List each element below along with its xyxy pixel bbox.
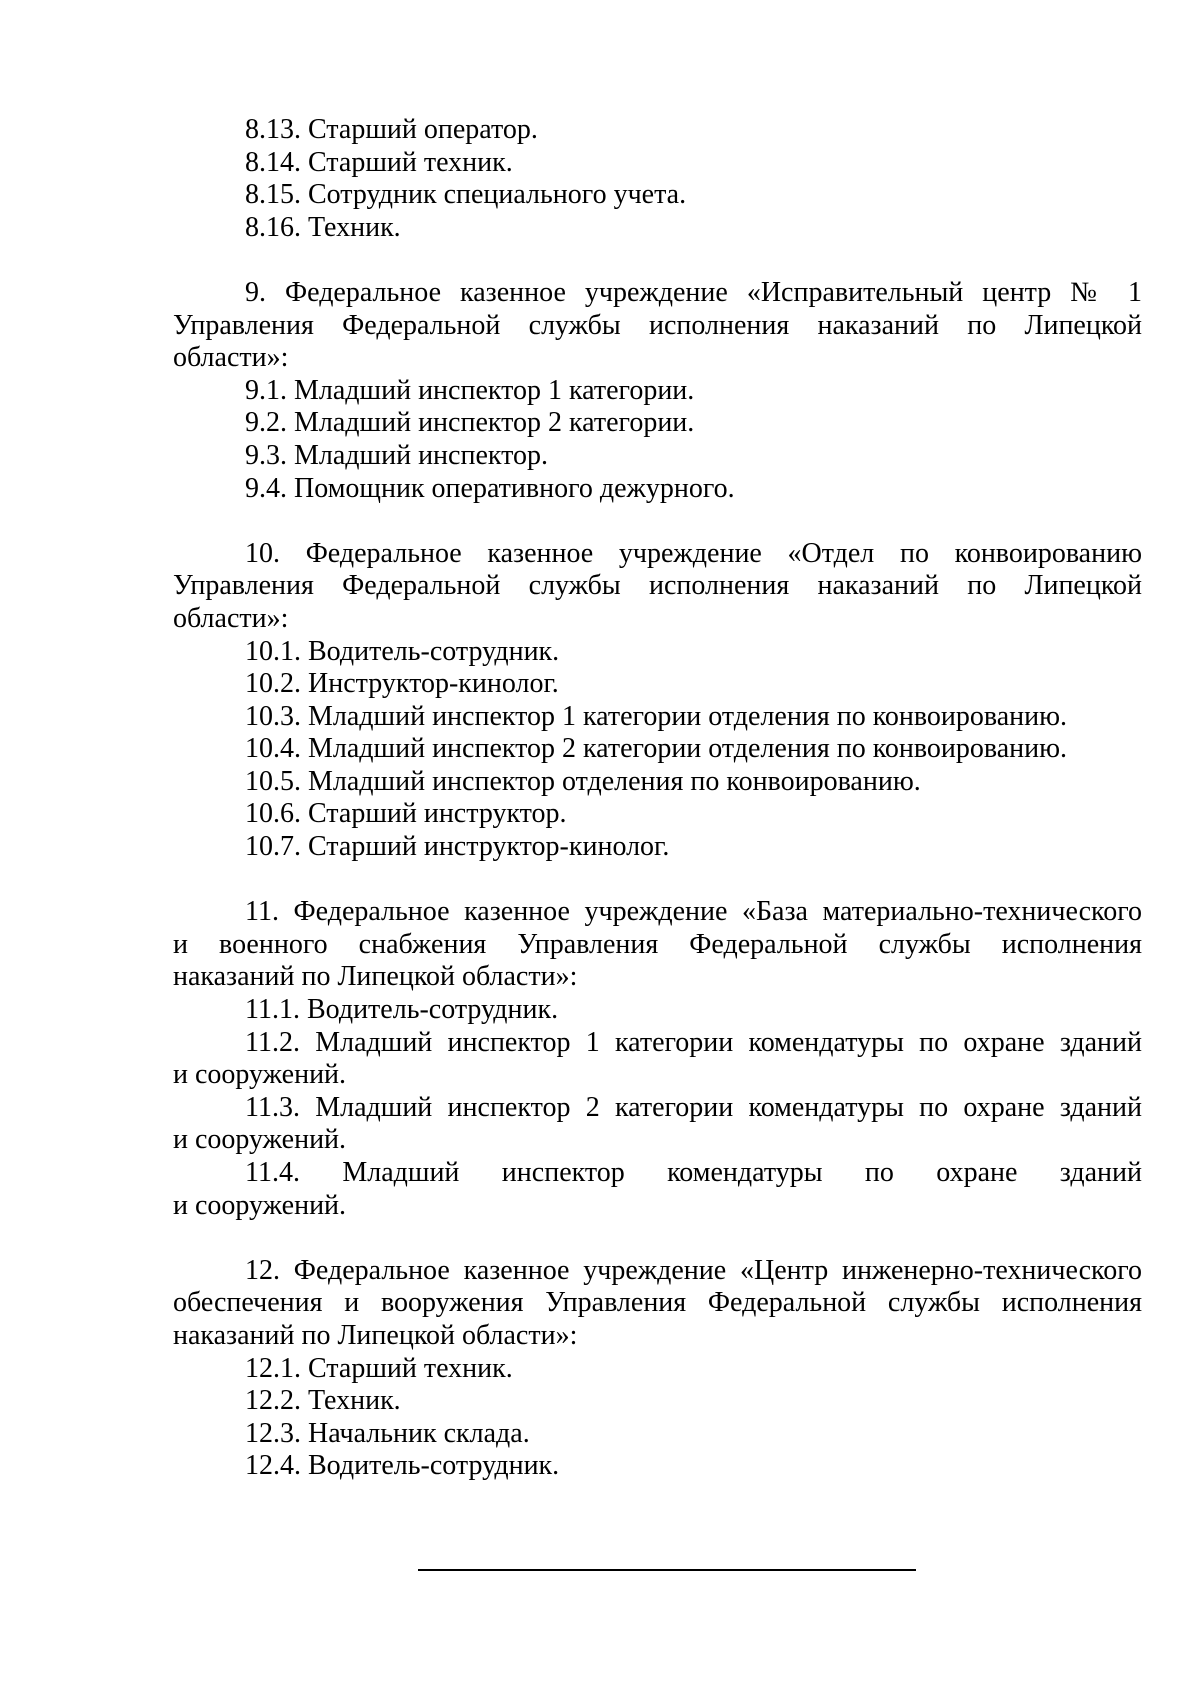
heading-line: и военного снабжения Управления Федеральной службы исполнения: [173, 928, 1142, 960]
list-item-line: 11.4. Младший инспектор комендатуры по охране зданий: [245, 1157, 1142, 1188]
list-item: 10.6. Старший инструктор.: [245, 798, 567, 830]
heading-line: обеспечения и вооружения Управления Федеральной службы исполнения: [173, 1287, 1142, 1319]
section-11: [173, 896, 1142, 1222]
list-item: 12.1. Старший техник.: [245, 1352, 513, 1384]
heading-line: 11. Федеральное казенное учреждение «База материально-технического: [245, 896, 1142, 928]
spacer: [173, 1222, 1142, 1255]
list-item-line: и сооружений.: [173, 1059, 347, 1091]
list-item: 8.13. Старший оператор.: [245, 114, 538, 145]
end-separator-line: [418, 1569, 916, 1571]
heading-line: 10. Федеральное казенное учреждение «Отдел по конвоированию: [245, 537, 1142, 569]
document-body: [173, 114, 1142, 1483]
list-item-line: 11.2. Младший инспектор 1 категории комендатуры по охране зданий: [245, 1026, 1142, 1058]
list-item: 8.14. Старший техник.: [245, 146, 513, 178]
section-heading: [173, 277, 1142, 375]
heading-line: 9. Федеральное казенное учреждение «Исправительный центр № 1: [245, 276, 1142, 308]
heading-line: Управления Федеральной службы исполнения наказаний по Липецкой: [173, 570, 1142, 602]
section-heading: [173, 896, 1142, 994]
list-item: 12.3. Начальник склада.: [245, 1417, 530, 1449]
list-item: 10.4. Младший инспектор 2 категории отделения по конвоированию.: [245, 733, 1068, 765]
list-item: 9.1. Младший инспектор 1 категории.: [245, 374, 695, 406]
spacer: [173, 505, 1142, 538]
list-item: 11.1. Водитель-сотрудник.: [245, 994, 559, 1026]
list-item: 12.4. Водитель-сотрудник.: [245, 1450, 560, 1482]
section-12: [173, 1255, 1142, 1483]
heading-line: Управления Федеральной службы исполнения наказаний по Липецкой: [173, 309, 1142, 341]
list-item: 10.1. Водитель-сотрудник.: [245, 635, 560, 667]
list-item: 8.16. Техник.: [245, 211, 401, 243]
section-heading: [173, 1255, 1142, 1353]
heading-line: области»:: [173, 342, 289, 374]
list-item: 9.4. Помощник оперативного дежурного.: [245, 472, 735, 504]
list-item: 8.15. Сотрудник специального учета.: [245, 179, 687, 211]
list-item-line: и сооружений.: [173, 1124, 347, 1156]
heading-line: наказаний по Липецкой области»:: [173, 1319, 578, 1351]
section-8-list: [173, 114, 1142, 244]
list-item: [173, 1027, 1142, 1092]
list-item-line: и сооружений.: [173, 1189, 347, 1221]
section-10: [173, 538, 1142, 864]
spacer: [173, 864, 1142, 897]
heading-line: области»:: [173, 602, 289, 634]
heading-line: 12. Федеральное казенное учреждение «Центр инженерно-технического: [245, 1254, 1142, 1286]
list-item: [173, 1157, 1142, 1222]
spacer: [173, 244, 1142, 277]
list-item: 9.3. Младший инспектор.: [245, 439, 548, 471]
section-9: [173, 277, 1142, 505]
heading-line: наказаний по Липецкой области»:: [173, 961, 578, 993]
list-item: 9.2. Младший инспектор 2 категории.: [245, 407, 695, 439]
list-item: 10.7. Старший инструктор-кинолог.: [245, 831, 670, 863]
list-item: [173, 1092, 1142, 1157]
list-item: 10.2. Инструктор-кинолог.: [245, 668, 559, 700]
section-heading: [173, 538, 1142, 636]
list-item: 12.2. Техник.: [245, 1385, 401, 1417]
list-item-line: 11.3. Младший инспектор 2 категории комендатуры по охране зданий: [245, 1091, 1142, 1123]
list-item: 10.3. Младший инспектор 1 категории отделения по конвоированию.: [245, 700, 1068, 732]
list-item: 10.5. Младший инспектор отделения по конвоированию.: [245, 765, 921, 797]
